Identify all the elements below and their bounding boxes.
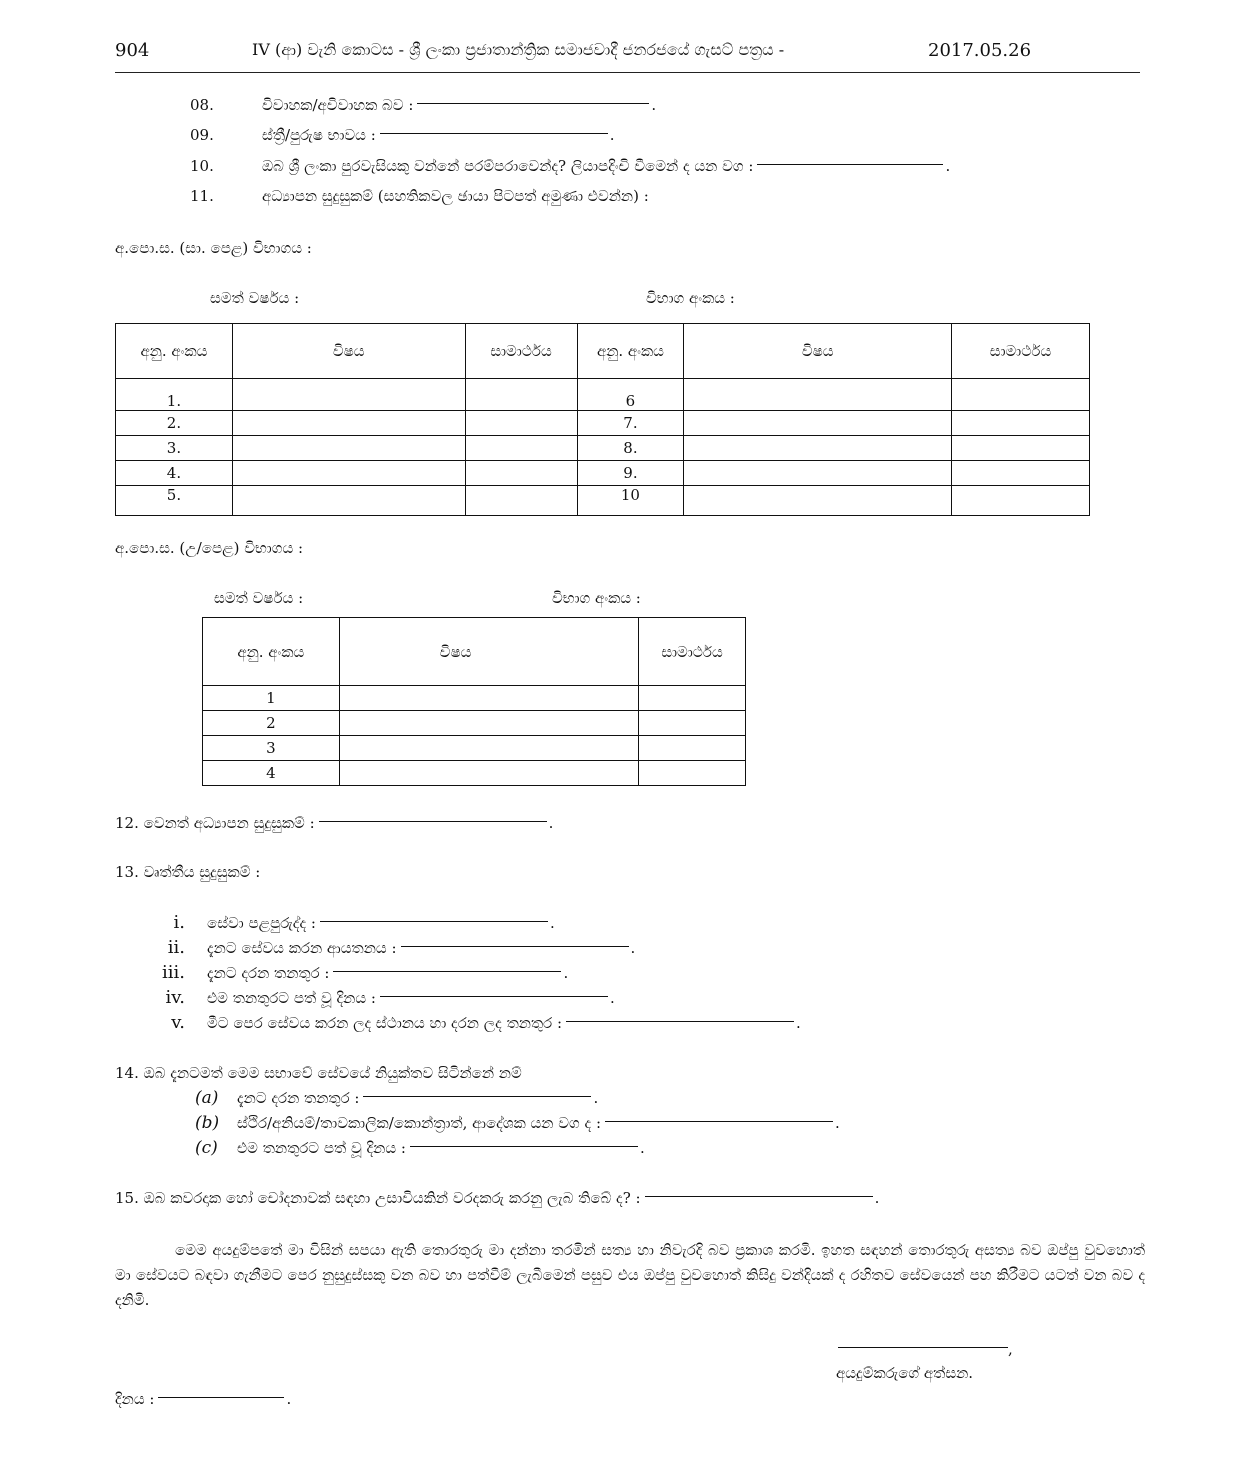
row-number: 5. bbox=[116, 486, 233, 516]
ol-exam-title: අ.පො.ස. (සා. පෙළ) විභාගය ‍: bbox=[115, 239, 312, 257]
item-14-b: (b) ස්ථිර/අනියම්/තාවකාලික/කොන්ත්‍රාත්, ආදේශක යන වග ද : . bbox=[195, 1113, 840, 1133]
al-index-label: විභාග අංකය : bbox=[552, 589, 641, 607]
table-header-row bbox=[203, 618, 746, 686]
subject-cell[interactable] bbox=[684, 436, 952, 461]
subject-cell[interactable] bbox=[684, 379, 952, 411]
grade-cell[interactable] bbox=[952, 436, 1090, 461]
column-header: අනු. අංකය bbox=[577, 324, 684, 379]
grade-cell[interactable] bbox=[465, 379, 577, 411]
item-13: 13. වෘත්තීය සුදුසුකම් : bbox=[115, 863, 261, 881]
grade-cell[interactable] bbox=[639, 736, 746, 761]
column-header: විෂය bbox=[232, 324, 465, 379]
item-14-c: (c) එම තනතුරට පත් වූ දිනය : . bbox=[195, 1138, 645, 1158]
grade-cell[interactable] bbox=[465, 486, 577, 516]
subject-cell[interactable] bbox=[339, 686, 638, 711]
item-label: 12. වෙනත් අධ්‍යාපන සුදුසුකම් : bbox=[115, 814, 315, 832]
row-number: 7. bbox=[577, 411, 684, 436]
gazette-part-title: IV (ආ) වැනි කොටස - ශ්‍රී ලංකා ප්‍රජාතාන්ත්‍රික සමාජවාදී ජනරජයේ ගැසට් පත්‍රය - bbox=[252, 40, 785, 59]
sub-number: (a) bbox=[195, 1088, 219, 1108]
sub-label: දැනට දරන තනතුර : bbox=[237, 1089, 360, 1107]
table-row bbox=[116, 411, 1090, 436]
table-row bbox=[116, 436, 1090, 461]
ol-index-label: විභාග අංකය : bbox=[646, 289, 735, 307]
sub-number: ii. bbox=[167, 937, 185, 958]
present-post-field[interactable] bbox=[363, 1095, 591, 1097]
item-13-v: v. මීට පෙර සේවය කරන ලද ස්ථානය හා දරන ලද තනතුර : . bbox=[145, 1012, 801, 1033]
row-number: 4 bbox=[203, 761, 340, 786]
sub-label: දැනට සේවය කරන ආයතනය : bbox=[207, 939, 397, 957]
item-11 bbox=[190, 187, 649, 205]
al-results-table bbox=[202, 617, 746, 786]
item-label: ස්ත්‍රී/පුරුෂ භාවය : bbox=[262, 126, 376, 144]
grade-cell[interactable] bbox=[952, 411, 1090, 436]
item-15: 15. ඔබ කවරදාක හෝ චෝදනාවක් සඳහා උසාවියකින් වරදකරු කරනු ලැබ තිබේ ද? : . bbox=[115, 1189, 880, 1207]
sub-number: i. bbox=[173, 912, 185, 933]
ol-year-label: සමත් වර්ෂය : bbox=[210, 289, 300, 307]
item-13-iii: iii. දැනට දරන තනතුර : . bbox=[145, 962, 568, 983]
grade-cell[interactable] bbox=[639, 686, 746, 711]
item-label: 15. ඔබ කවරදාක හෝ චෝදනාවක් සඳහා උසාවියකින් වරදකරු කරනු ලැබ තිබේ ද? : bbox=[115, 1189, 641, 1207]
table-row bbox=[203, 736, 746, 761]
ol-results-table bbox=[115, 323, 1090, 516]
previous-service-field[interactable] bbox=[566, 1020, 794, 1022]
column-header: සාමාර්ථය bbox=[952, 324, 1090, 379]
item-14-a: (a) දැනට දරන තනතුර : . bbox=[195, 1088, 599, 1108]
row-number: 4. bbox=[116, 461, 233, 486]
gazette-date: 2017.05.26 bbox=[928, 40, 1032, 61]
column-header: විෂය bbox=[684, 324, 952, 379]
subject-cell[interactable] bbox=[232, 461, 465, 486]
table-header-row bbox=[116, 324, 1090, 379]
grade-cell[interactable] bbox=[465, 436, 577, 461]
item-12: 12. වෙනත් අධ්‍යාපන සුදුසුකම් : . bbox=[115, 814, 554, 832]
row-number: 10 bbox=[577, 486, 684, 516]
table-row bbox=[203, 711, 746, 736]
item-08: 08. විවාහක/අවිවාහක බව : . bbox=[190, 96, 657, 114]
service-experience-field[interactable] bbox=[320, 920, 548, 922]
signature-label: අයදුම්කරුගේ අත්සන. bbox=[836, 1364, 974, 1382]
other-qualifications-field[interactable] bbox=[319, 820, 547, 822]
header-rule bbox=[115, 72, 1140, 73]
item-label: ඔබ ශ්‍රී ලංකා පුරවැසියකු වන්නේ පරම්පරාවෙන්ද? ලියාපදිංචි වීමෙන් ද යන වග : bbox=[262, 157, 754, 175]
item-number: 10. bbox=[190, 157, 214, 175]
sub-number: (b) bbox=[195, 1113, 220, 1133]
sub-label: දැනට දරන තනතුර : bbox=[207, 964, 330, 982]
grade-cell[interactable] bbox=[639, 761, 746, 786]
date-label: දිනය : bbox=[115, 1390, 155, 1408]
al-exam-title: අ.පො.ස. (උ/පෙළ) විභාගය ‍: bbox=[115, 539, 304, 557]
grade-cell[interactable] bbox=[952, 379, 1090, 411]
row-number: 6 bbox=[577, 379, 684, 411]
declaration-paragraph: මෙම අයදුම්පතේ මා විසින් සපයා ඇති තොරතුරු මා දන්නා තරමින් සත්‍ය හා නිවැරදි බව ප්‍රකාශ කරමි. ඉහත සඳහන් තොරතුරු අසත්‍ය බව ඔප්පු වුවහොත් මා සේවයට බඳවා ගැනීමට පෙර නුසුදුස්සකු වන බව හා පත්වීම් ලැබීමෙන් පසුව එය ඔප්පු වුවහොත් කිසිදු වන්දියක් ද රහිතව සේවයෙන් පහ කිරීමට යටත් වන බව ද දනිමි. bbox=[115, 1241, 1145, 1309]
sub-label: එම තනතුරට පත් වූ දිනය : bbox=[237, 1139, 406, 1157]
item-13-iv: iv. එම තනතුරට පත් වූ දිනය : . bbox=[145, 987, 615, 1008]
table-row bbox=[116, 486, 1090, 516]
current-post-field[interactable] bbox=[333, 970, 561, 972]
subject-cell[interactable] bbox=[339, 736, 638, 761]
table-row bbox=[203, 686, 746, 711]
al-year-label: සමත් වර්ෂය : bbox=[214, 589, 304, 607]
table-row bbox=[116, 379, 1090, 411]
conviction-field[interactable] bbox=[645, 1195, 873, 1197]
subject-cell[interactable] bbox=[339, 711, 638, 736]
column-header: සාමාර්ථය bbox=[639, 618, 746, 686]
item-number: 08. bbox=[190, 96, 214, 114]
item-09: 09. ස්ත්‍රී/පුරුෂ භාවය : . bbox=[190, 126, 615, 144]
appointment-date-field[interactable] bbox=[380, 995, 608, 997]
employment-type-field[interactable] bbox=[605, 1120, 833, 1122]
subject-cell[interactable] bbox=[232, 436, 465, 461]
subject-cell[interactable] bbox=[684, 486, 952, 516]
page-number: 904 bbox=[115, 40, 150, 61]
subject-cell[interactable] bbox=[684, 411, 952, 436]
subject-cell[interactable] bbox=[339, 761, 638, 786]
column-header: සාමාර්ථය bbox=[465, 324, 577, 379]
grade-cell[interactable] bbox=[639, 711, 746, 736]
item-14: 14. ඔබ දැනටමත් මෙම සභාවේ සේවයේ නියුක්තව සිටින්නේ නම් bbox=[115, 1064, 522, 1082]
sub-label: එම තනතුරට පත් වූ දිනය : bbox=[207, 989, 376, 1007]
table-row bbox=[203, 761, 746, 786]
row-number: 2. bbox=[116, 411, 233, 436]
column-header: අනු. අංකය bbox=[116, 324, 233, 379]
item-10: 10. ඔබ ශ්‍රී ලංකා පුරවැසියකු වන්නේ පරම්පරාවෙන්ද? ලියාපදිංචි වීමෙන් ද යන වග : . bbox=[190, 157, 951, 175]
item-label: අධ්‍යාපන සුදුසුකම් (සහතිකවල ඡායා පිටපත් අමුණා එවන්න) : bbox=[262, 187, 649, 205]
signature-line[interactable] bbox=[838, 1340, 1013, 1358]
sub-number: v. bbox=[171, 1012, 185, 1033]
citizenship-field[interactable] bbox=[757, 163, 943, 165]
column-header: අනු. අංකය bbox=[203, 618, 340, 686]
grade-cell[interactable] bbox=[952, 461, 1090, 486]
row-number: 1 bbox=[203, 686, 340, 711]
sub-number: iv. bbox=[165, 987, 185, 1008]
column-header: විෂය bbox=[339, 618, 638, 686]
subject-cell[interactable] bbox=[232, 486, 465, 516]
sub-label: ස්ථිර/අනියම්/තාවකාලික/කොන්ත්‍රාත්, ආදේශක යන වග ද : bbox=[237, 1114, 602, 1132]
item-number: 09. bbox=[190, 126, 214, 144]
row-number: 1. bbox=[116, 379, 233, 411]
subject-cell[interactable] bbox=[232, 379, 465, 411]
table-row bbox=[116, 461, 1090, 486]
row-number: 3 bbox=[203, 736, 340, 761]
current-institution-field[interactable] bbox=[401, 945, 629, 947]
marital-status-field[interactable] bbox=[417, 102, 649, 104]
item-13-i: i. සේවා පළපුරුද්ද : . bbox=[145, 912, 555, 933]
item-number: 11. bbox=[190, 187, 214, 205]
item-label: විවාහක/අවිවාහක බව : bbox=[262, 96, 414, 114]
post-appointment-date-field[interactable] bbox=[410, 1145, 638, 1147]
signature-comma: , bbox=[1008, 1340, 1013, 1358]
row-number: 8. bbox=[577, 436, 684, 461]
gender-field[interactable] bbox=[380, 132, 608, 134]
grade-cell[interactable] bbox=[465, 461, 577, 486]
date-field: දිනය : . bbox=[115, 1390, 292, 1408]
row-number: 2 bbox=[203, 711, 340, 736]
sub-label: සේවා පළපුරුද්ද : bbox=[207, 914, 316, 932]
sub-number: iii. bbox=[162, 962, 185, 983]
subject-cell[interactable] bbox=[684, 461, 952, 486]
sub-number: (c) bbox=[195, 1138, 218, 1158]
grade-cell[interactable] bbox=[952, 486, 1090, 516]
row-number: 3. bbox=[116, 436, 233, 461]
sub-label: මීට පෙර සේවය කරන ලද ස්ථානය හා දරන ලද තනතුර : bbox=[207, 1014, 563, 1032]
item-13-ii: ii. දැනට සේවය කරන ආයතනය : . bbox=[145, 937, 635, 958]
row-number: 9. bbox=[577, 461, 684, 486]
date-input-line[interactable] bbox=[158, 1396, 284, 1398]
subject-cell[interactable] bbox=[232, 411, 465, 436]
grade-cell[interactable] bbox=[465, 411, 577, 436]
